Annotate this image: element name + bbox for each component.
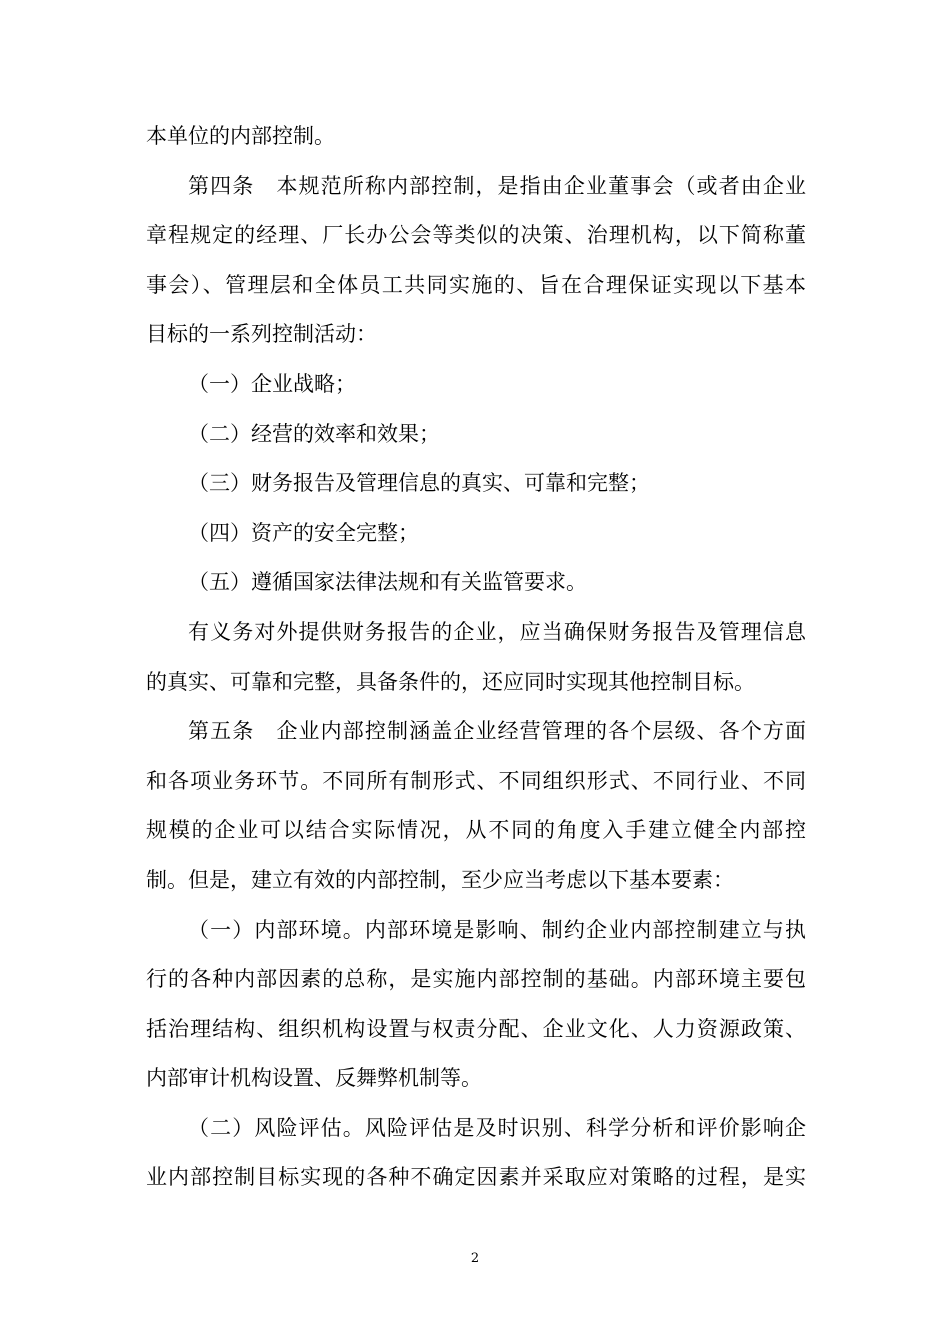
text-line: （二）经营的效率和效果； xyxy=(188,421,440,446)
text-line: 第五条 企业内部控制涵盖企业经营管理的各个层级、各个方面 xyxy=(188,719,806,744)
text-line: 本单位的内部控制。 xyxy=(146,124,335,148)
text-line: （四）资产的安全完整； xyxy=(188,520,419,545)
text-line: 有义务对外提供财务报告的企业，应当确保财务报告及管理信息 xyxy=(188,619,806,644)
text-line: 规模的企业可以结合实际情况，从不同的角度入手建立健全内部控 xyxy=(146,818,806,843)
text-line: （五）遵循国家法律法规和有关监管要求。 xyxy=(188,570,587,595)
text-line: 第四条 本规范所称内部控制，是指由企业董事会（或者由企业 xyxy=(188,173,806,198)
text-line: 业内部控制目标实现的各种不确定因素并采取应对策略的过程，是实 xyxy=(146,1165,806,1190)
text-line: 行的各种内部因素的总称，是实施内部控制的基础。内部环境主要包 xyxy=(146,967,806,992)
text-line: 的真实、可靠和完整，具备条件的，还应同时实现其他控制目标。 xyxy=(146,669,755,694)
text-line: 章程规定的经理、厂长办公会等类似的决策、治理机构，以下简称董 xyxy=(146,223,806,248)
text-line: （二）风险评估。风险评估是及时识别、科学分析和评价影响企 xyxy=(188,1115,806,1140)
text-line: 括治理结构、组织机构设置与权责分配、企业文化、人力资源政策、 xyxy=(146,1016,806,1041)
text-line: （三）财务报告及管理信息的真实、可靠和完整； xyxy=(188,471,650,496)
text-line: （一）内部环境。内部环境是影响、制约企业内部控制建立与执 xyxy=(188,917,806,942)
page-number: 2 xyxy=(470,1251,480,1266)
text-line: 和各项业务环节。不同所有制形式、不同组织形式、不同行业、不同 xyxy=(146,768,806,793)
text-line: 制。但是，建立有效的内部控制，至少应当考虑以下基本要素： xyxy=(146,867,734,892)
text-line: 事会）、管理层和全体员工共同实施的、旨在合理保证实现以下基本 xyxy=(146,272,806,297)
text-line: 内部审计机构设置、反舞弊机制等。 xyxy=(146,1066,482,1091)
text-line: （一）企业战略； xyxy=(188,371,356,396)
text-line: 目标的一系列控制活动： xyxy=(146,322,377,347)
document-body xyxy=(146,112,806,1203)
